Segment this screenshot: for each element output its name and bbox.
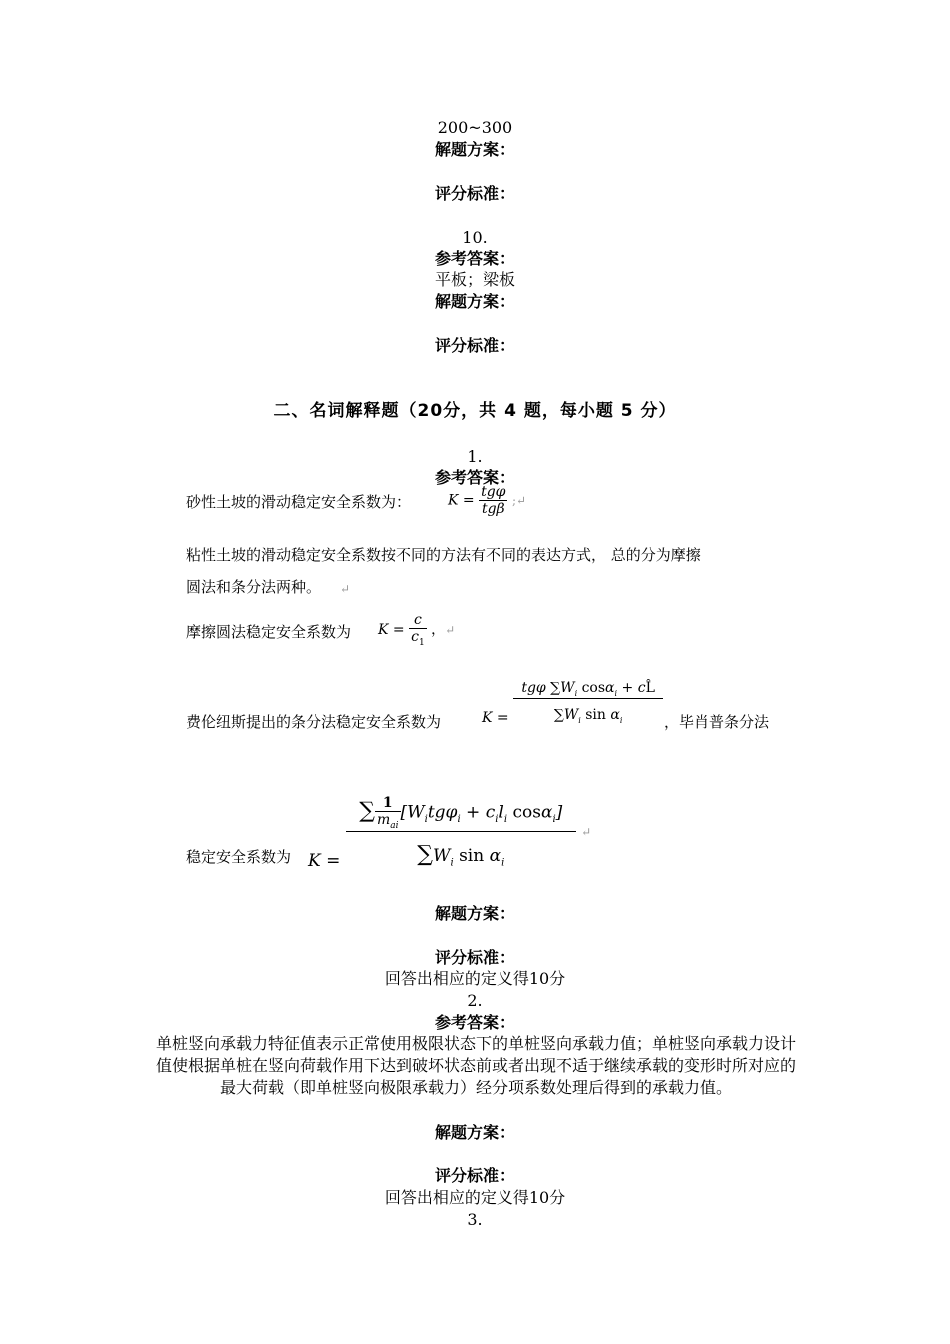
n1-criteria-label: 评分标准： — [434, 948, 515, 967]
section-title: 二、名词解释题（20分，共 4 题，每小题 5 分） — [273, 401, 677, 421]
q10-answer: 平板；梁板 — [434, 270, 515, 289]
n1-line4a: 费伦纽斯提出的条分法稳定安全系数为 — [186, 713, 442, 731]
q10-number: 10. — [462, 228, 488, 247]
n1-line3: 摩擦圆法稳定安全系数为 — [186, 623, 352, 641]
n2-criteria: 回答出相应的定义得10分 — [384, 1188, 566, 1207]
n1-line4b: ，毕肖普条分法 — [664, 713, 770, 731]
n1-line2b: 圆法和条分法两种。 — [186, 578, 322, 596]
q10-answer-label: 参考答案： — [434, 249, 515, 268]
formula-friction-circle: K = $\frac{c}{c_1}$ ，↵ — [378, 612, 456, 648]
n2-solution-label: 解题方案： — [434, 1123, 515, 1142]
n3-number: 3. — [467, 1210, 483, 1229]
n1-number: 1. — [467, 447, 483, 466]
para-mark-icon: ↵ — [340, 582, 351, 596]
n2-criteria-label: 评分标准： — [434, 1166, 515, 1185]
q10-criteria-label: 评分标准： — [434, 336, 515, 355]
q9-solution-label: 解题方案： — [434, 140, 515, 159]
n1-line5: 稳定安全系数为 — [186, 848, 292, 866]
q9-criteria-label: 评分标准： — [434, 184, 515, 203]
formula-fellenius: K = $\frac{tg\varphi \sum W_i \cos\alpha_i + cL̂}{\sum W_i \sin \alpha_i}$ — [482, 680, 663, 725]
n2-answer-label: 参考答案： — [434, 1013, 515, 1032]
n1-line2a: 粘性土坡的滑动稳定安全系数按不同的方法有不同的表达方式， 总的分为摩擦 — [186, 546, 701, 564]
n1-answer-label: 参考答案： — [434, 468, 515, 487]
n1-solution-label: 解题方案： — [434, 904, 515, 923]
formula-bishop: K = ∑ $\frac{1}{m_{ai}}$ [$W_itg\varphi_i + c_il_i$ cosα$_i$] $\sum W_i$ $\sin \alpha_i$ ↵ — [308, 795, 592, 872]
q9-answer: 200~300 — [437, 118, 513, 137]
n1-criteria: 回答出相应的定义得10分 — [384, 969, 566, 988]
n2-answer: 单桩竖向承载力特征值表示正常使用极限状态下的单桩竖向承载力值；单桩竖向承载力设计值使根据单桩在竖向荷载作用下达到破坏状态前或者出现不适于继续承载的变形时所对应的最大荷载（即单桩竖向极限承载力）经分项系数处理后得到的承载力值。 — [155, 1034, 796, 1097]
formula-sand-slope: K = $\frac{\text{tgφ}}{\text{tgβ}}$ ;↵ — [448, 484, 527, 517]
n1-line1: 砂性土坡的滑动稳定安全系数为： — [186, 493, 412, 511]
n2-number: 2. — [467, 991, 483, 1010]
q10-solution-label: 解题方案： — [434, 292, 515, 311]
